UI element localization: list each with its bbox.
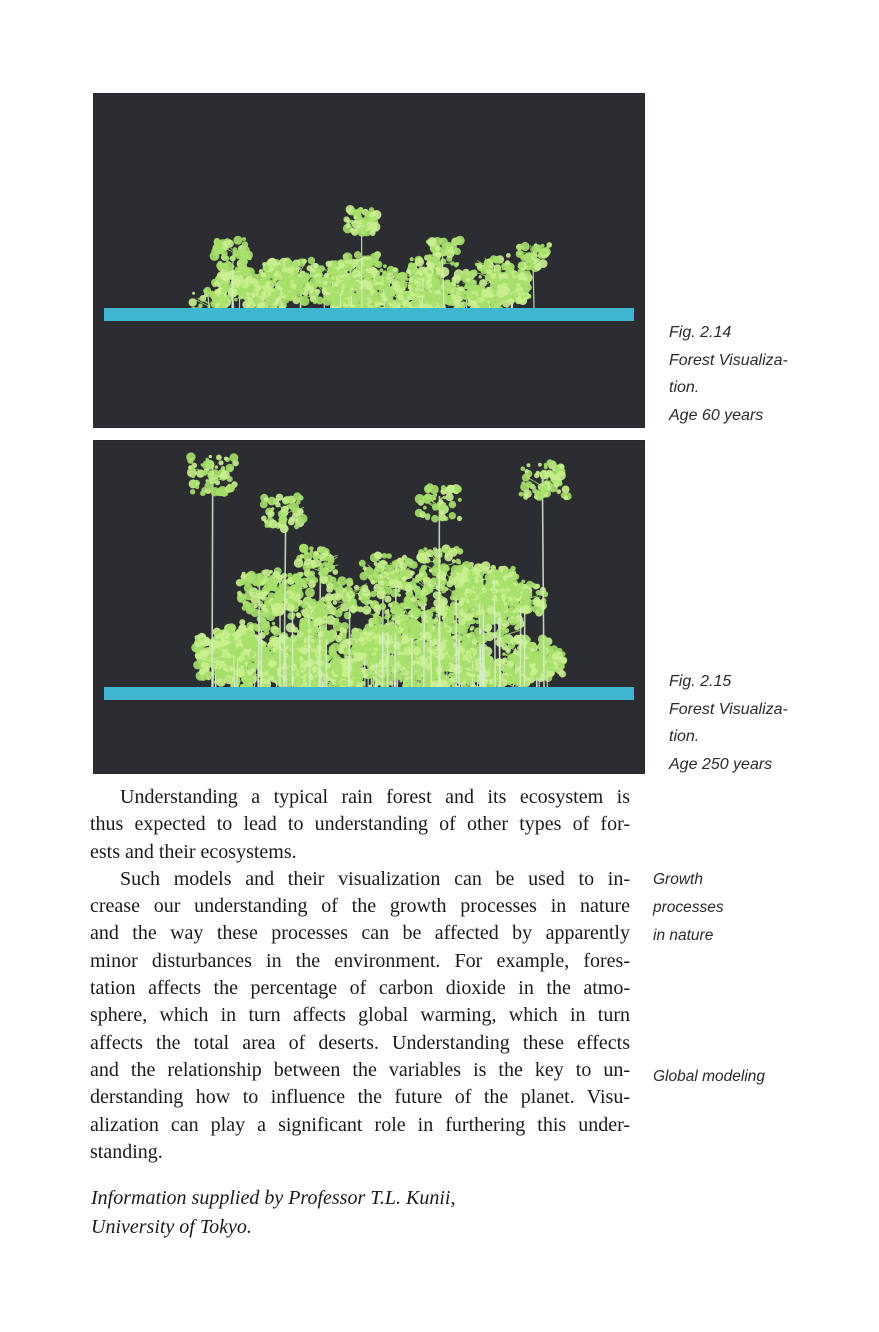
figure-caption-2-15 [669,668,849,778]
body-line: thus expected to lead to understanding of other types of for- [90,813,630,836]
margin-note-line: processes [653,899,724,916]
body-line: Understanding a typical rain forest and its ecosystem is [120,786,630,808]
ground-plane [104,308,634,321]
forest-visualization-60-years-image [93,93,645,428]
caption-title-line-1: Forest Visualiza- [669,351,788,369]
caption-title-line-2: tion. [669,379,700,396]
caption-figure-number: Fig. 2.15 [669,673,732,690]
ground-plane [104,687,634,700]
credit-line: Information supplied by Professor T.L. Kunii, [91,1187,456,1209]
body-line: crease our understanding of the growth processes in nature [90,895,630,918]
margin-note-line: Growth [653,871,703,888]
body-line: standing. [90,1140,163,1163]
caption-age: Age 60 years [669,406,764,424]
body-line: tation affects the percentage of carbon dioxide in the atmo- [90,977,630,1000]
body-line: ests and their ecosystems. [90,840,297,863]
body-line: sphere, which in turn affects global warming, which in turn [90,1004,630,1027]
body-line: alization can play a significant role in furthering this under- [90,1113,630,1136]
caption-title-line-2: tion. [669,728,700,745]
credit-line: University of Tokyo. [91,1216,252,1238]
margin-note-growth-processes [653,866,724,950]
body-line: and the way these processes can be affected by apparently [90,922,630,945]
figure-caption-2-14 [669,319,849,429]
caption-age: Age 250 years [669,755,773,773]
caption-title-line-1: Forest Visualiza- [669,700,788,718]
body-line: affects the total area of deserts. Understanding these effects [90,1031,630,1054]
body-line: and the relationship between the variables is the key to un- [90,1058,630,1081]
margin-note-global-modeling: Global modeling [653,1068,766,1085]
forest-visualization-250-years-image [93,440,645,774]
body-line: minor disturbances in the environment. For example, fores- [90,949,630,972]
forest-render-60-years [94,94,644,427]
body-line: derstanding how to influence the future of the planet. Visu- [90,1086,630,1109]
forest-render-250-years [94,441,644,773]
image-credit [91,1184,455,1242]
margin-note-line: in nature [653,927,714,944]
body-text [90,784,630,1166]
caption-figure-number: Fig. 2.14 [669,324,732,341]
body-line: Such models and their visualization can be used to in- [120,867,630,890]
